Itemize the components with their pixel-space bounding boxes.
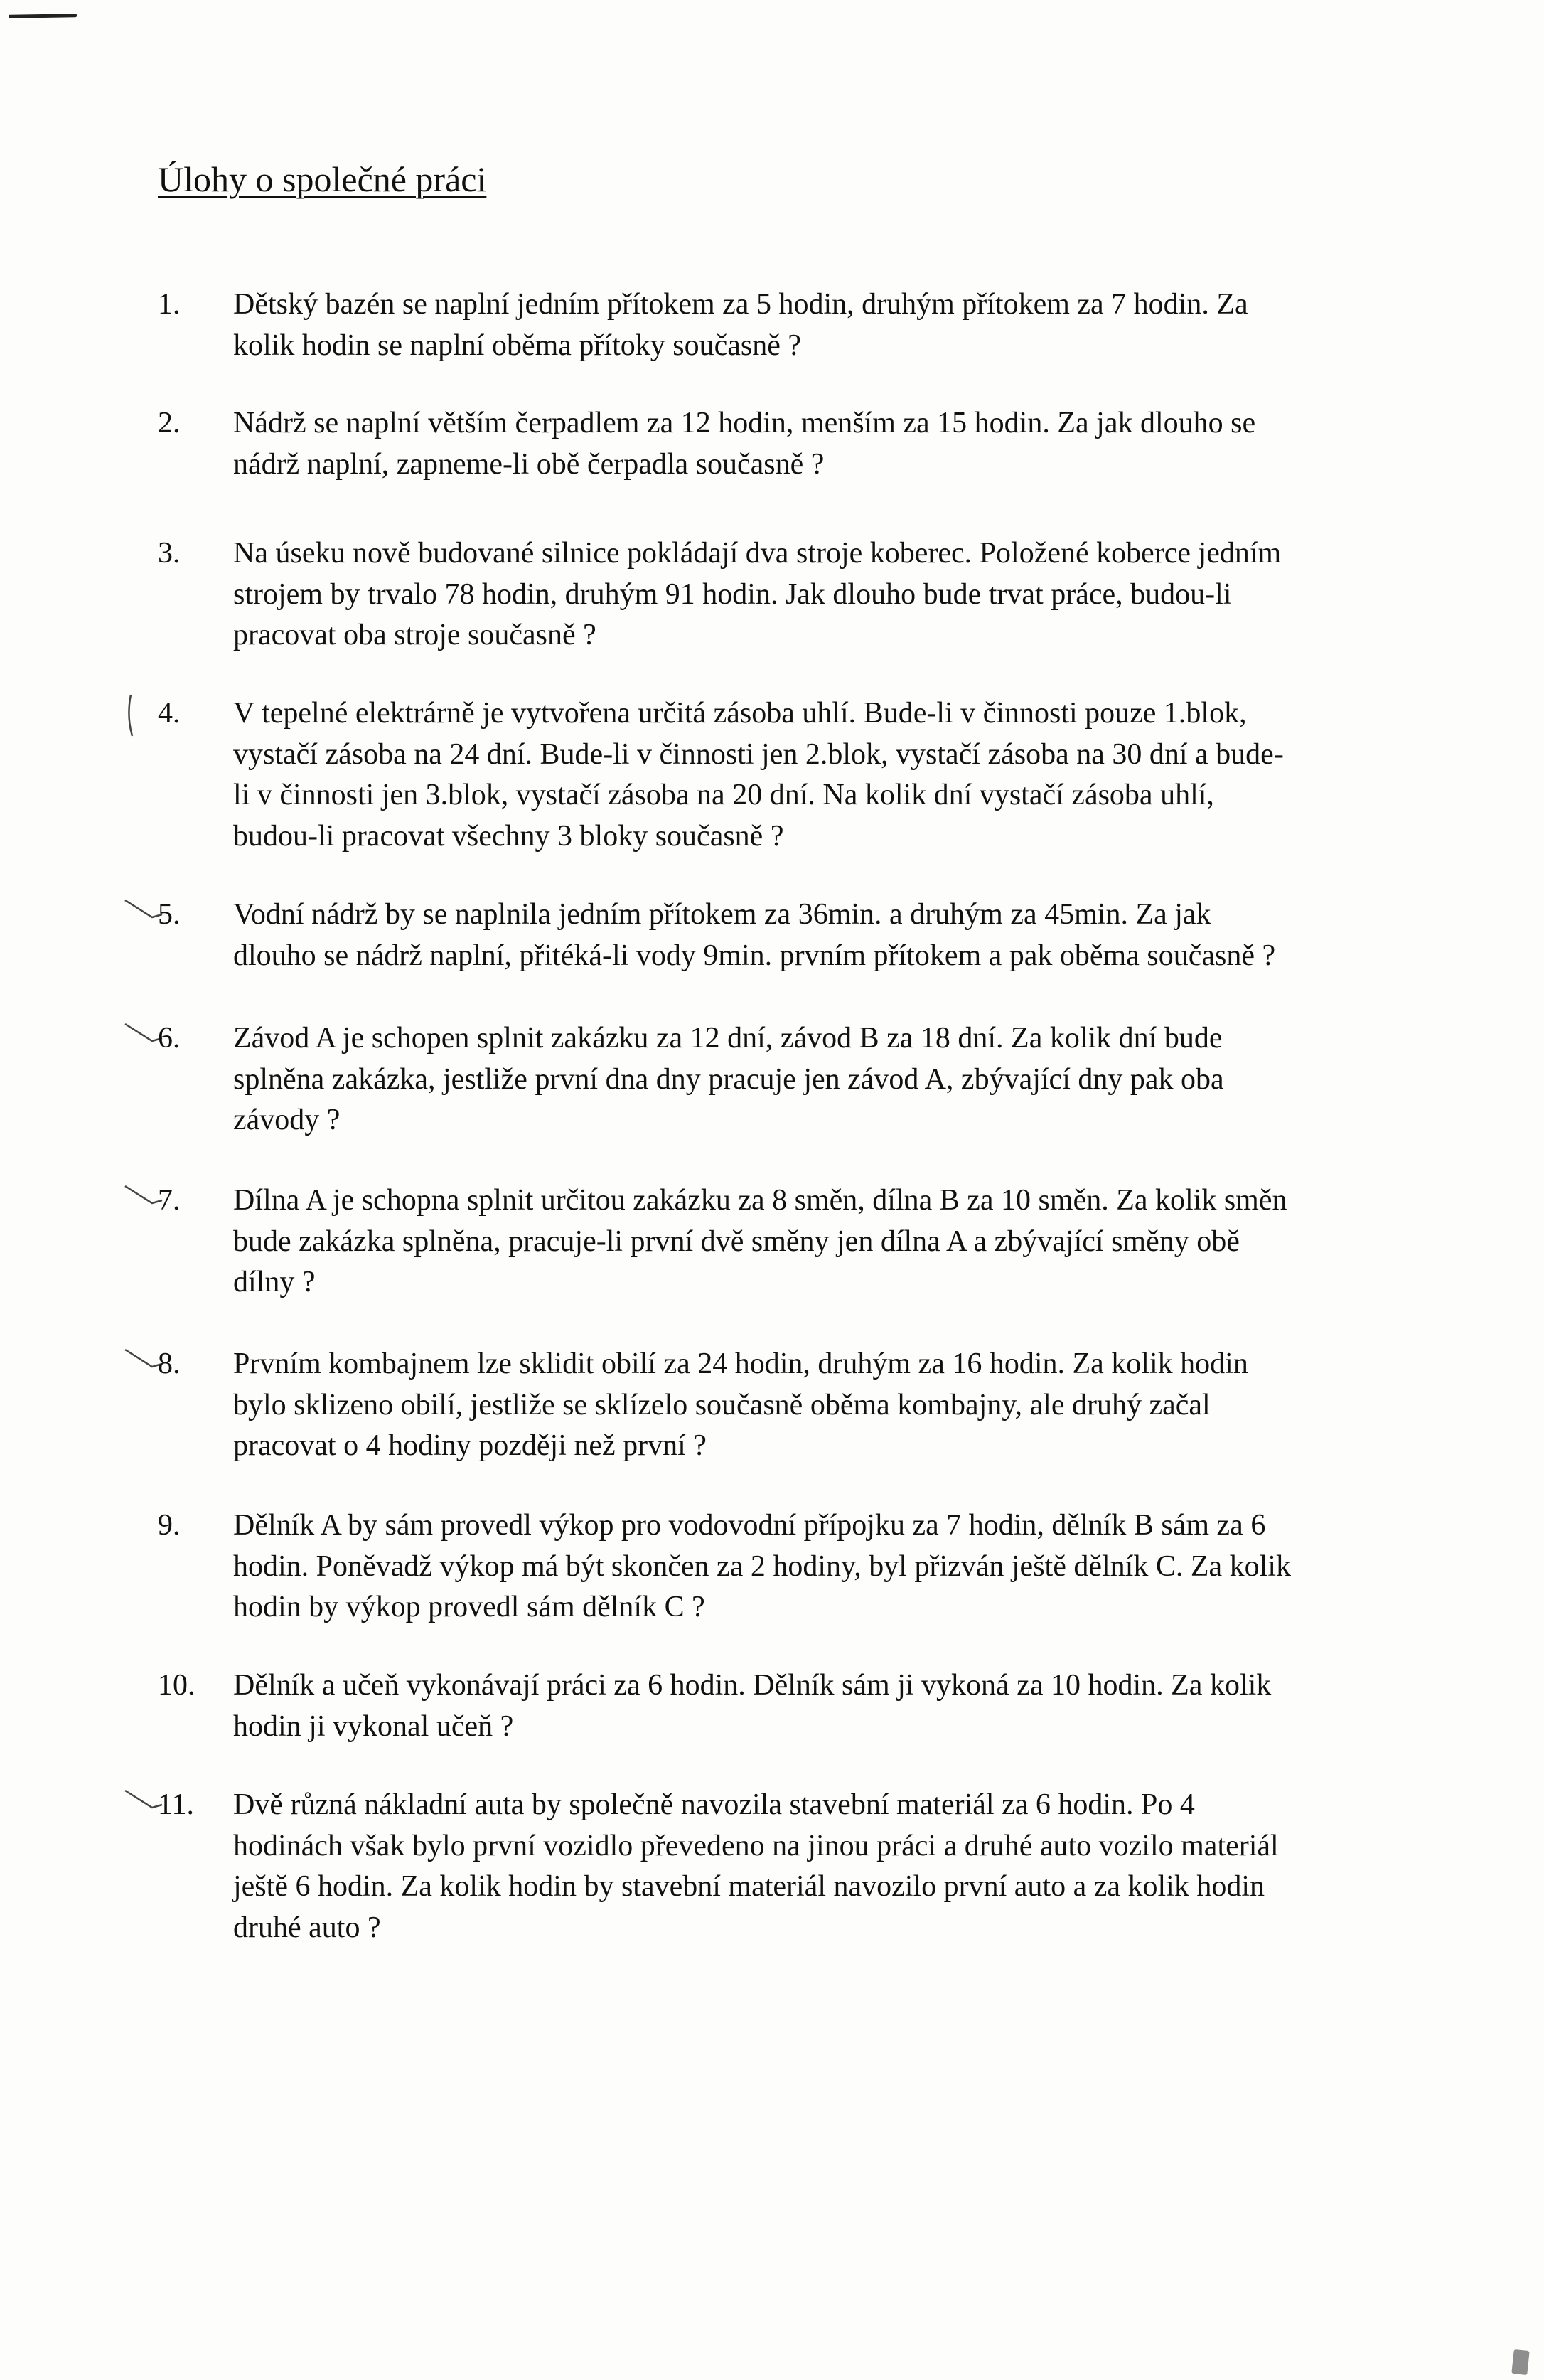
problem-number: 7. <box>158 1184 181 1217</box>
scan-smudge <box>1511 2349 1529 2375</box>
problem-text-line: strojem by trvalo 78 hodin, druhým 91 hodin. Jak dlouho bude trvat práce, budou-li <box>233 577 1232 611</box>
problem-number: 1. <box>158 288 181 321</box>
problem-text <box>233 1665 1271 1747</box>
pencil-tick-icon <box>121 1013 163 1062</box>
problem-text <box>233 403 1255 485</box>
problem-number: 9. <box>158 1509 181 1542</box>
problem-text-line: druhé auto ? <box>233 1911 381 1944</box>
problem-text-line: dílny ? <box>233 1266 316 1298</box>
problem-text-line: Dětský bazén se naplní jedním přítokem za 5 hodin, druhým přítokem za 7 hodin. Za <box>233 288 1248 321</box>
problem-number: 4. <box>158 697 181 730</box>
problem-number: 2. <box>158 407 181 439</box>
pencil-tick-icon <box>121 1175 163 1224</box>
problem-text <box>233 1344 1248 1467</box>
problem-text <box>233 533 1281 656</box>
problem-number: 5. <box>158 898 181 931</box>
problem-text-line: závody ? <box>233 1104 341 1136</box>
problem-text-line: hodin. Poněvadž výkop má být skončen za 2 hodiny, byl přizván ještě dělník C. Za kolik <box>233 1549 1291 1583</box>
problem-text-line: nádrž naplní, zapneme-li obě čerpadla současně ? <box>233 447 825 481</box>
problem-text <box>233 1505 1291 1628</box>
staple-mark <box>9 14 77 18</box>
problem-text-line: kolik hodin se naplní oběma přítoky současně ? <box>233 329 802 362</box>
problem-text-line: splněna zakázka, jestliže první dna dny pracuje jen závod A, zbývající dny pak oba <box>233 1062 1224 1096</box>
problem-text <box>233 1018 1224 1141</box>
problem-text-line: Vodní nádrž by se naplnila jedním přítokem za 36min. a druhým za 45min. Za jak <box>233 898 1211 931</box>
problem-text-line: Závod A je schopen splnit zakázku za 12 dní, závod B za 18 dní. Za kolik dní bude <box>233 1022 1223 1055</box>
problem-text-line: bylo sklizeno obilí, jestliže se sklízelo současně oběma kombajny, ale druhý začal <box>233 1388 1211 1421</box>
problem-text-line: hodin by výkop provedl sám dělník C ? <box>233 1591 705 1623</box>
problem-text-line: Dílna A je schopna splnit určitou zakázku za 8 směn, dílna B za 10 směn. Za kolik směn <box>233 1184 1287 1217</box>
problem-text-line: Nádrž se naplní větším čerpadlem za 12 hodin, menším za 15 hodin. Za jak dlouho se <box>233 407 1256 439</box>
problem-text-line: Prvním kombajnem lze sklidit obilí za 24 hodin, druhým za 16 hodin. Za kolik hodin <box>233 1348 1248 1380</box>
problem-number: 8. <box>158 1348 181 1380</box>
problem-text <box>233 1180 1287 1303</box>
problem-text <box>233 693 1284 857</box>
problem-text-line: Na úseku nově budované silnice pokládají dva stroje koberec. Položené koberce jedním <box>233 537 1282 570</box>
problem-number: 3. <box>158 537 181 570</box>
problem-text-line: pracovat oba stroje současně ? <box>233 619 596 651</box>
problem-text-line: Dělník a učeň vykonávají práci za 6 hodin. Dělník sám ji vykoná za 10 hodin. Za kolik <box>233 1669 1272 1702</box>
problem-text-line: hodinách však bylo první vozidlo převedeno na jinou práci a druhé auto vozilo materiál <box>233 1829 1279 1862</box>
problem-text-line: li v činnosti jen 3.blok, vystačí zásoba na 20 dní. Na kolik dní vystačí zásoba uhlí, <box>233 779 1214 811</box>
document-title: Úlohy o společné práci <box>158 159 487 199</box>
problem-text-line: Dělník A by sám provedl výkop pro vodovodní přípojku za 7 hodin, dělník B sám za 6 <box>233 1509 1266 1542</box>
problem-text-line: dlouho se nádrž naplní, přitéká-li vody 9min. prvním přítokem a pak oběma současně ? <box>233 939 1276 972</box>
pencil-tick-icon <box>121 688 163 737</box>
problem-text <box>233 1785 1279 1948</box>
pencil-tick-icon <box>121 889 163 939</box>
problem-number: 6. <box>158 1022 181 1055</box>
problem-text-line: vystačí zásoba na 24 dní. Bude-li v činnosti jen 2.blok, vystačí zásoba na 30 dní a bude- <box>233 737 1284 771</box>
problem-text-line: hodin ji vykonal učeň ? <box>233 1709 514 1743</box>
problem-text-line: bude zakázka splněna, pracuje-li první dvě směny jen dílna A a zbývající směny obě <box>233 1224 1240 1258</box>
problem-text-line: budou-li pracovat všechny 3 bloky současně ? <box>233 819 784 853</box>
problem-text-line: pracovat o 4 hodiny později než první ? <box>233 1429 707 1462</box>
pencil-tick-icon <box>121 1338 163 1388</box>
problem-text-line: V tepelné elektrárně je vytvořena určitá zásoba uhlí. Bude-li v činnosti pouze 1.blok, <box>233 697 1247 730</box>
problem-text-line: ještě 6 hodin. Za kolik hodin by stavební materiál navozilo první auto a za kolik hodin <box>233 1870 1265 1903</box>
problem-text <box>233 895 1275 976</box>
problem-number: 10. <box>158 1669 195 1702</box>
problem-text <box>233 284 1248 366</box>
pencil-tick-icon <box>121 1779 163 1829</box>
problem-number: 11. <box>158 1788 194 1821</box>
problem-text-line: Dvě různá nákladní auta by společně navozila stavební materiál za 6 hodin. Po 4 <box>233 1788 1195 1821</box>
